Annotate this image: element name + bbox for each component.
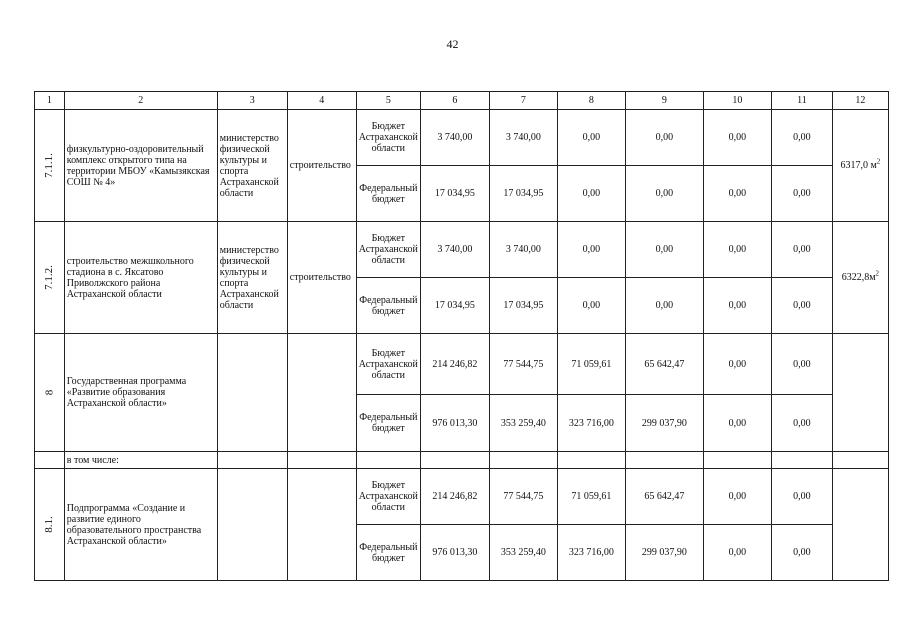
value-cell: 214 246,82 [420,334,489,395]
value-cell: 17 034,95 [420,166,489,222]
value-cell: 0,00 [625,110,703,166]
value-cell: 0,00 [625,278,703,334]
value-cell: 299 037,90 [625,525,703,581]
item-name: Подпрограмма «Создание и развитие единого образовательного пространства Астраханской области» [64,469,217,581]
empty-cell [703,452,771,469]
value-cell: 0,00 [625,166,703,222]
header-cell: 5 [356,92,420,110]
item-name: Государственная программа «Развитие образования Астраханской области» [64,334,217,452]
value-cell: 65 642,47 [625,469,703,525]
value-cell: 0,00 [625,222,703,278]
area-cell [832,469,888,581]
area-cell [832,334,888,452]
funding-source: Федеральный бюджет [356,278,420,334]
value-cell: 0,00 [703,395,771,452]
value-cell: 3 740,00 [489,110,557,166]
empty-cell [832,452,888,469]
header-cell: 8 [557,92,625,110]
header-cell: 4 [287,92,356,110]
empty-cell [287,452,356,469]
funding-source: Бюджет Астраханской области [356,334,420,395]
value-cell: 299 037,90 [625,395,703,452]
value-cell: 77 544,75 [489,469,557,525]
executor: министерство физической культуры и спорта Астраханской области [217,110,287,222]
item-name: строительство межшкольного стадиона в с. Яксатово Приволжского района Астраханской области [64,222,217,334]
value-cell: 0,00 [557,278,625,334]
empty-cell [420,452,489,469]
empty-cell [625,452,703,469]
header-cell: 1 [35,92,65,110]
area-cell [832,110,888,222]
work-kind [287,469,356,581]
value-cell: 0,00 [771,222,832,278]
value-cell: 0,00 [703,334,771,395]
value-cell: 214 246,82 [420,469,489,525]
value-cell: 0,00 [771,469,832,525]
executor [217,334,287,452]
including-label: в том числе: [64,452,217,469]
header-cell: 11 [771,92,832,110]
value-cell: 353 259,40 [489,525,557,581]
value-cell: 0,00 [703,166,771,222]
empty-cell [356,452,420,469]
value-cell: 0,00 [557,110,625,166]
header-cell: 12 [832,92,888,110]
header-row [35,92,889,110]
value-cell: 353 259,40 [489,395,557,452]
value-cell: 323 716,00 [557,395,625,452]
header-cell: 3 [217,92,287,110]
page-number: 42 [446,37,459,51]
work-kind: строительство [287,222,356,334]
funding-source: Федеральный бюджет [356,395,420,452]
area-value: 6322,8м [841,272,876,283]
value-cell: 0,00 [771,166,832,222]
table-row [35,110,889,166]
executor: министерство физической культуры и спорта Астраханской области [217,222,287,334]
value-cell: 0,00 [771,278,832,334]
work-kind [287,334,356,452]
value-cell: 0,00 [703,110,771,166]
value-cell: 0,00 [703,469,771,525]
table-row [35,469,889,525]
executor [217,469,287,581]
value-cell: 0,00 [771,334,832,395]
row-number: 7.1.1. [35,110,65,222]
value-cell: 17 034,95 [489,278,557,334]
value-cell: 77 544,75 [489,334,557,395]
header-cell: 2 [64,92,217,110]
funding-source: Федеральный бюджет [356,525,420,581]
empty-cell [557,452,625,469]
value-cell: 0,00 [703,525,771,581]
funding-source: Бюджет Астраханской области [356,222,420,278]
area-cell [832,222,888,334]
header-cell: 9 [625,92,703,110]
value-cell: 976 013,30 [420,525,489,581]
row-number: 8.1. [35,469,65,581]
area-unit-sup: 2 [875,269,880,278]
item-name: физкультурно-оздоровительный комплекс открытого типа на территории МБОУ «Камызякская СОШ № 4» [64,110,217,222]
header-cell: 6 [420,92,489,110]
value-cell: 0,00 [703,278,771,334]
value-cell: 65 642,47 [625,334,703,395]
value-cell: 3 740,00 [489,222,557,278]
value-cell: 0,00 [703,222,771,278]
value-cell: 3 740,00 [420,110,489,166]
value-cell: 3 740,00 [420,222,489,278]
value-cell: 71 059,61 [557,334,625,395]
value-cell: 17 034,95 [420,278,489,334]
row-number: 7.1.2. [35,222,65,334]
value-cell: 0,00 [771,395,832,452]
value-cell: 976 013,30 [420,395,489,452]
value-cell: 0,00 [557,166,625,222]
empty-cell [771,452,832,469]
funding-source: Федеральный бюджет [356,166,420,222]
header-cell: 10 [703,92,771,110]
value-cell: 0,00 [771,110,832,166]
header-cell: 7 [489,92,557,110]
work-kind: строительство [287,110,356,222]
empty-cell [489,452,557,469]
funding-source: Бюджет Астраханской области [356,110,420,166]
value-cell: 17 034,95 [489,166,557,222]
value-cell: 71 059,61 [557,469,625,525]
row-number [35,452,65,469]
empty-cell [217,452,287,469]
value-cell: 323 716,00 [557,525,625,581]
budget-table [34,91,889,581]
area-value: 6317,0 м [840,160,877,171]
table-row [35,452,889,469]
row-number: 8 [35,334,65,452]
table-row [35,334,889,395]
value-cell: 0,00 [557,222,625,278]
table-row [35,222,889,278]
area-unit-sup: 2 [876,157,881,166]
funding-source: Бюджет Астраханской области [356,469,420,525]
value-cell: 0,00 [771,525,832,581]
